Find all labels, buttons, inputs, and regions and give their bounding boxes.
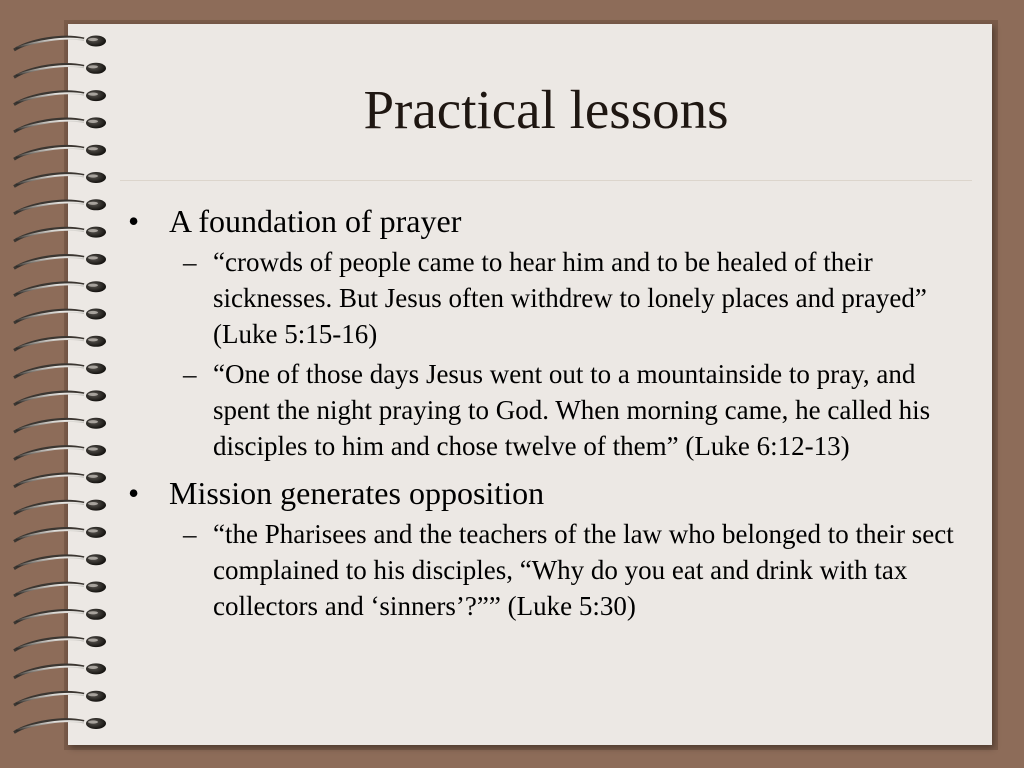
- spiral-coil: [14, 199, 106, 214]
- dash-marker: –: [183, 519, 197, 549]
- spiral-coil: [14, 254, 106, 269]
- bullet-text: A foundation of prayer: [169, 203, 462, 239]
- sub-bullet-luke-6-12: [126, 356, 956, 464]
- spiral-coil: [14, 281, 106, 296]
- spiral-coil: [14, 63, 106, 78]
- sub-bullet-luke-5-15: [126, 244, 956, 352]
- spiral-coil: [14, 145, 106, 160]
- spiral-coil: [14, 527, 106, 542]
- slide-title: Practical lessons: [363, 79, 729, 140]
- spiral-coil: [14, 663, 106, 678]
- dash-marker: –: [183, 359, 197, 389]
- bullet-mission-generates-opposition: [126, 475, 956, 512]
- spiral-coil: [14, 418, 106, 433]
- spiral-coil: [14, 582, 106, 597]
- bullet-marker: •: [128, 203, 140, 239]
- bullet-marker: •: [128, 475, 140, 511]
- sub-bullet-text: “One of those days Jesus went out to a mountainside to pray, and spent the night praying to God. When morning came, he called his disciples to him and chose twelve of them” (Luke 6:12-13): [213, 359, 931, 461]
- spiral-coil: [14, 718, 106, 733]
- sub-bullet-text: “crowds of people came to hear him and to be healed of their sicknesses. But Jesus often withdrew to lonely places and prayed” (Luke 5:15-16): [213, 247, 927, 349]
- spiral-coil: [14, 609, 106, 624]
- title-divider: [120, 180, 972, 181]
- bullet-text: Mission generates opposition: [169, 475, 545, 511]
- spiral-coil: [14, 172, 106, 187]
- spiral-coil: [14, 445, 106, 460]
- spiral-coil: [14, 390, 106, 405]
- sub-bullet-luke-5-30: [126, 516, 956, 624]
- slide-body: [126, 200, 956, 624]
- bullet-foundation-of-prayer: [126, 203, 956, 240]
- sub-bullet-text: “the Pharisees and the teachers of the law who belonged to their sect complained to his disciples, “Why do you eat and drink with tax collectors and ‘sinners’?”” (Luke 5:30): [213, 519, 954, 621]
- spiral-coil: [14, 36, 106, 51]
- spiral-coil: [14, 472, 106, 487]
- dash-marker: –: [183, 247, 197, 277]
- spiral-coil: [14, 691, 106, 706]
- spiral-coil: [14, 309, 106, 324]
- spiral-coil: [14, 636, 106, 651]
- spiral-coil: [14, 227, 106, 242]
- spiral-coil: [14, 363, 106, 378]
- spiral-coil: [14, 500, 106, 514]
- spiral-coil: [14, 336, 106, 351]
- spiral-coil: [14, 554, 106, 569]
